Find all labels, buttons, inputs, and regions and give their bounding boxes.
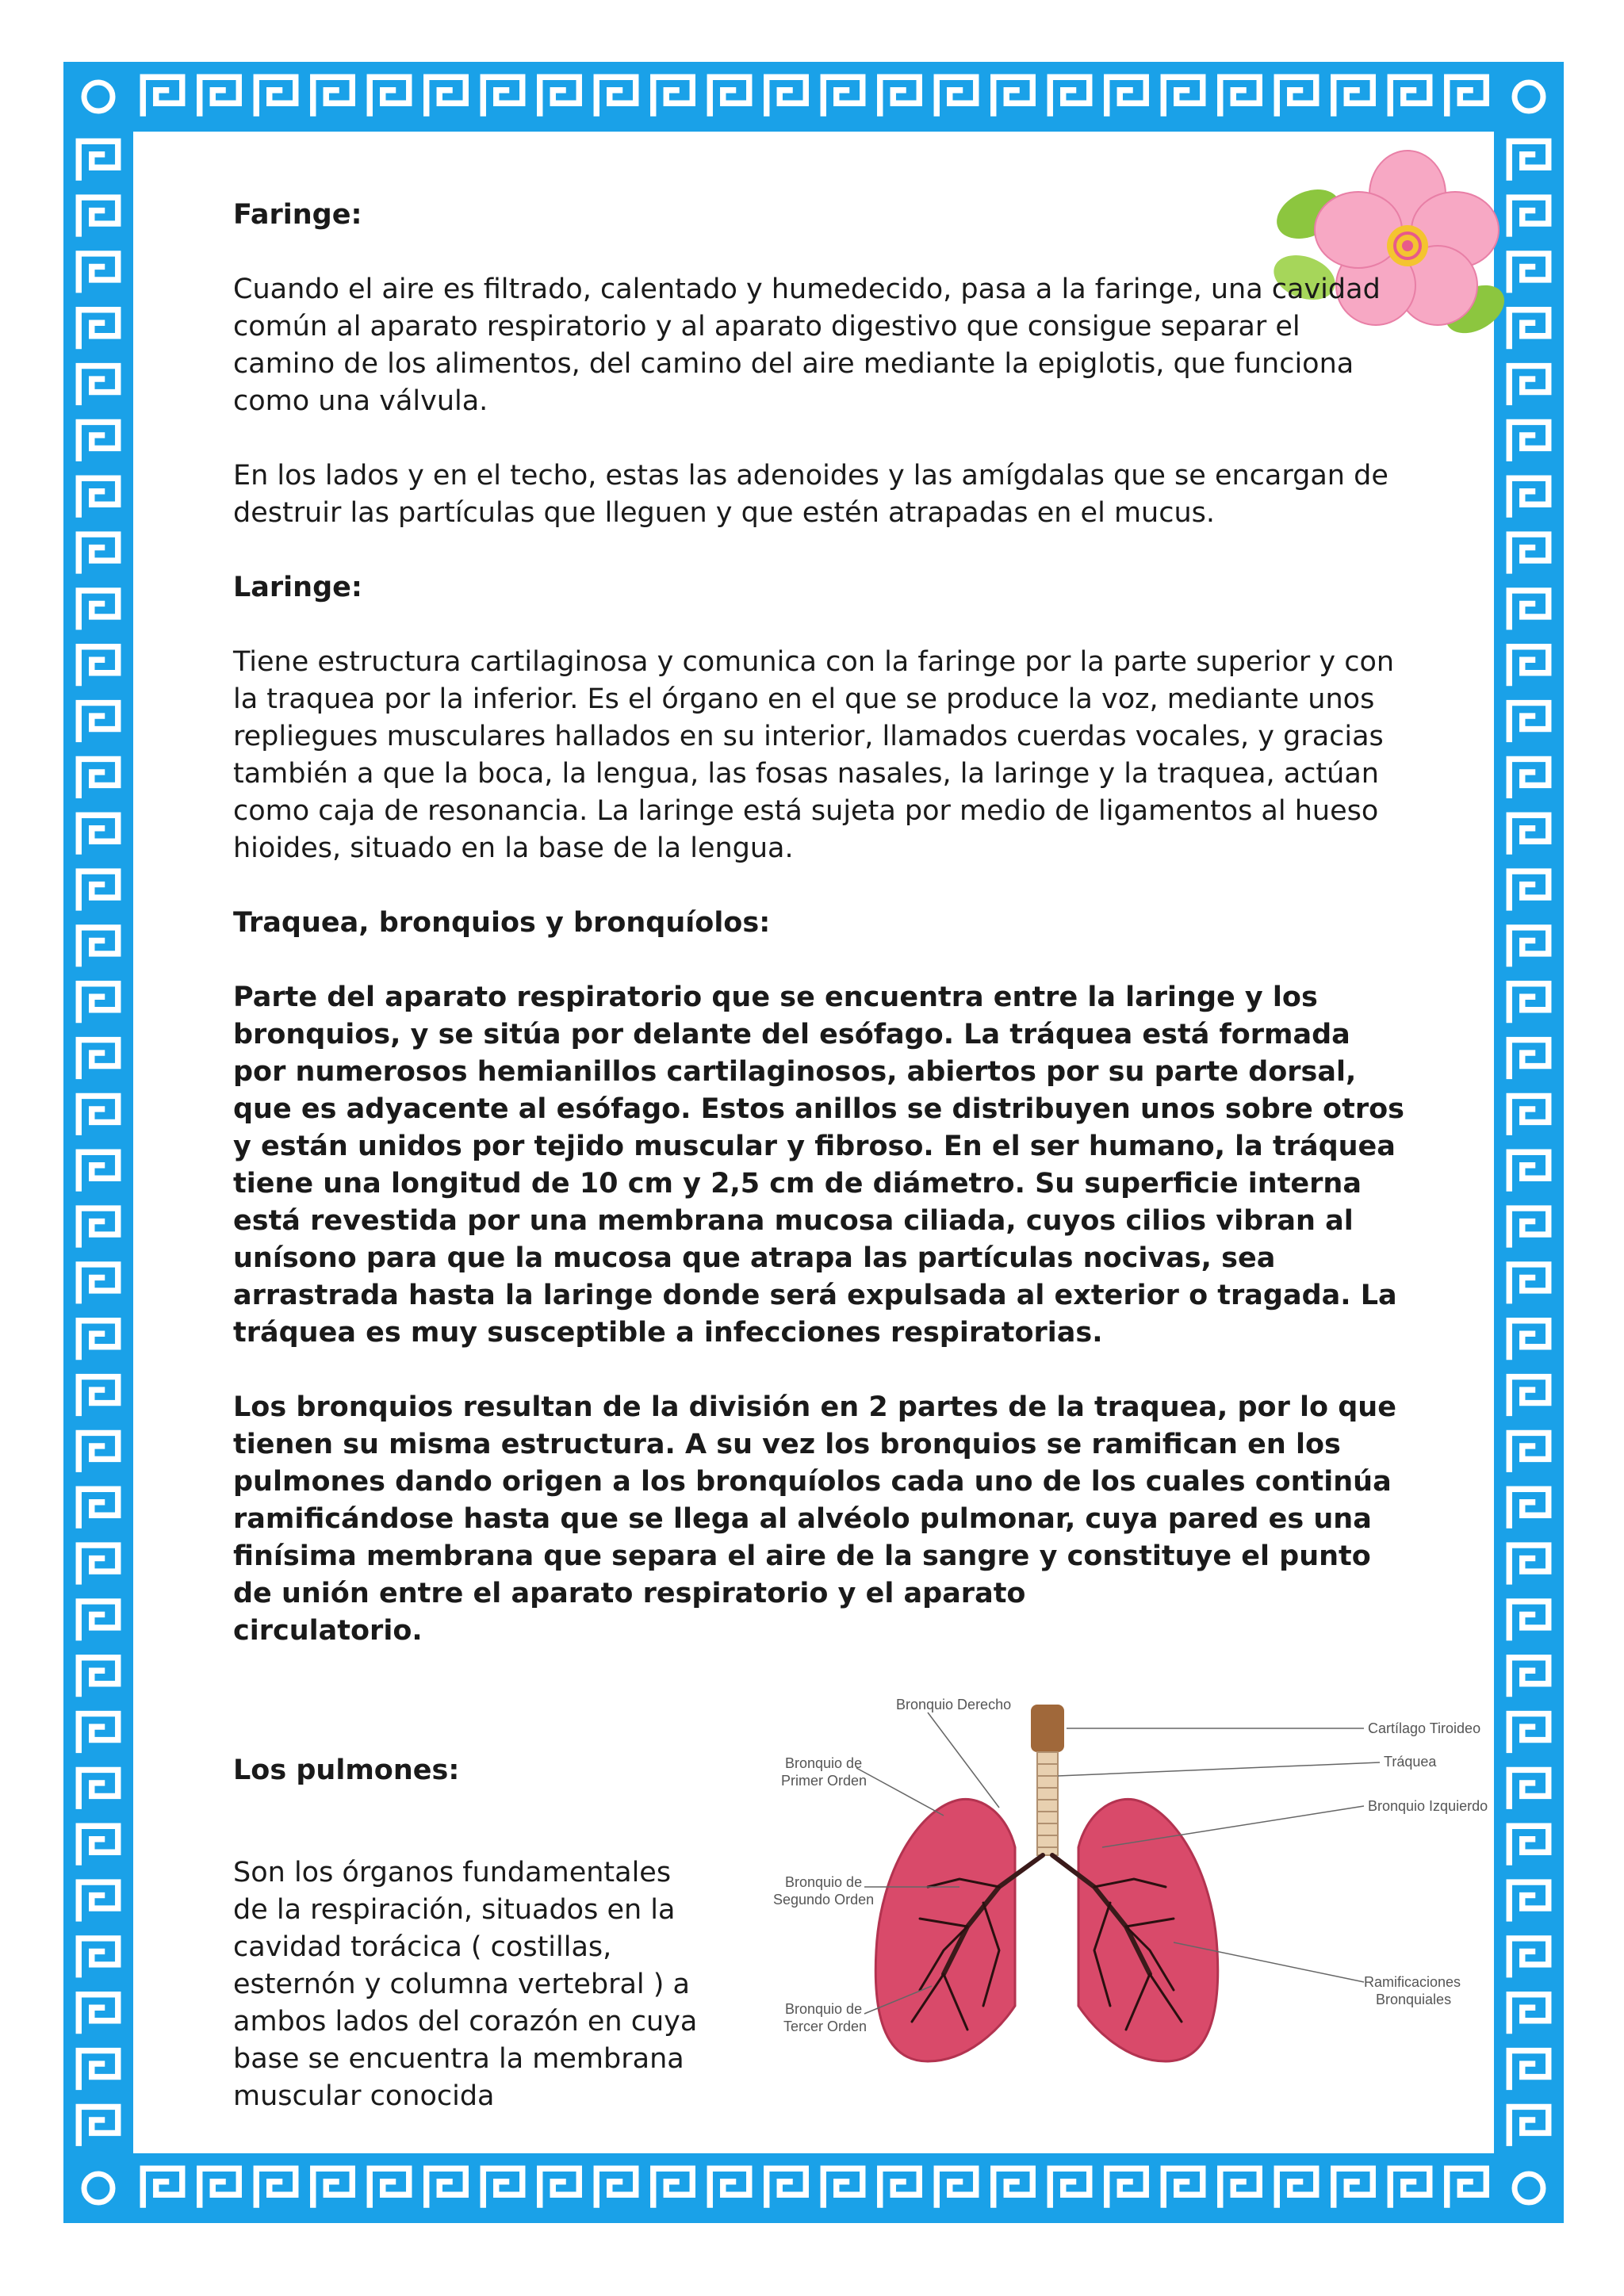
corner-circle — [1515, 2174, 1543, 2202]
greek-key-tile — [1509, 1545, 1549, 1585]
greek-key-tile — [1509, 759, 1549, 798]
greek-key-tile — [596, 2168, 636, 2208]
greek-key-tile — [710, 77, 749, 117]
greek-key-tile — [79, 928, 118, 967]
label-traquea: Tráquea — [1384, 1754, 1437, 1770]
greek-key-tile — [1509, 1040, 1549, 1080]
greek-key-tile — [767, 2168, 806, 2208]
greek-key-tile — [653, 2168, 693, 2208]
greek-key-tile — [79, 310, 118, 350]
traquea-paragraph-2: Los bronquios resultan de la división en 2 partes de la traquea, por lo que tienen su misma estructura. A su vez los bronquios se ramifican en los pulmones dando origen a los bronquíolos cada uno de los cuales continúa ramificándose hasta que se llega al alvéolo pulmonar, cuya pared es una finísima membrana que separa el aire de la sangre y constituye el punto de unión entre el aparato respiratorio y el aparato — [233, 1391, 1396, 1609]
greek-key-tile — [427, 77, 466, 117]
greek-key-tile — [823, 77, 863, 117]
greek-key-tile — [79, 1489, 118, 1529]
greek-key-tile — [1163, 2168, 1203, 2208]
label-cartilago: Cartílago Tiroideo — [1368, 1720, 1481, 1736]
greek-key-tile — [1509, 1377, 1549, 1417]
trachea — [1037, 1752, 1058, 1855]
label-segundo-orden-2: Segundo Orden — [773, 1892, 875, 1908]
greek-key-tile — [313, 2168, 353, 2208]
greek-key-tile — [79, 2107, 118, 2146]
greek-key-tile — [1447, 2168, 1487, 2208]
greek-key-tile — [653, 77, 693, 117]
greek-key-tile — [79, 141, 118, 181]
greek-key-tile — [200, 2168, 239, 2208]
greek-key-tile — [79, 703, 118, 743]
greek-key-tile — [1509, 1882, 1549, 1922]
label-primer-orden-2: Primer Orden — [781, 1773, 868, 1789]
greek-key-tile — [1277, 2168, 1316, 2208]
greek-key-tile — [1509, 1995, 1549, 2034]
greek-key-tile — [1277, 77, 1316, 117]
traquea-paragraph-2-end: circulatorio. — [233, 1615, 423, 1647]
greek-key-tile — [79, 647, 118, 687]
greek-key-tile — [1107, 77, 1147, 117]
greek-key-tile — [1509, 1826, 1549, 1866]
laringe-paragraph-1: Tiene estructura cartilaginosa y comunica con la faringe por la parte superior y con la traquea por la inferior. Es el órgano en el que se produce la voz, mediante unos repliegues musculares hallados en su interior, llamados cuerdas vocales, y gracias también a que la boca, la lengua, las fosas nasales, la laringe y la traquea, actúan como caja de resonancia. La laringe está sujeta por medio de ligamentos al hueso hioides, situado en la base de la lengua. — [233, 646, 1395, 864]
pulmones-section — [233, 1752, 709, 2143]
greek-key-tile — [79, 1658, 118, 1697]
greek-key-tile — [79, 759, 118, 798]
greek-key-tile — [200, 77, 239, 117]
greek-key-tile — [79, 1545, 118, 1585]
left-lung — [1078, 1799, 1218, 2061]
greek-key-tile — [79, 1377, 118, 1417]
greek-key-tile — [1509, 928, 1549, 967]
greek-key-tile — [1509, 1601, 1549, 1640]
label-segundo-orden-1: Bronquio de — [785, 1874, 863, 1890]
label-ramificaciones-1: Ramificaciones — [1364, 1974, 1461, 1990]
greek-key-tile — [1509, 422, 1549, 461]
greek-key-tile — [79, 871, 118, 911]
faringe-heading: Faringe: — [233, 199, 362, 231]
greek-key-tile — [540, 77, 580, 117]
greek-key-tile — [370, 2168, 409, 2208]
pulmones-paragraph-1: Son los órganos fundamentales de la respiración, situados en la cavidad torácica ( costillas, esternón y columna vertebral ) a ambos lados del corazón en cuya base se encuentra la membrana muscular conocida — [233, 1857, 698, 2112]
greek-key-tile — [79, 1208, 118, 1248]
greek-key-tile — [1390, 2168, 1430, 2208]
greek-key-tile — [994, 77, 1033, 117]
greek-key-tile — [1509, 1433, 1549, 1472]
greek-key-tile — [79, 1601, 118, 1640]
greek-key-tile — [1509, 2051, 1549, 2091]
greek-key-tile — [79, 1714, 118, 1754]
greek-key-tile — [596, 77, 636, 117]
traquea-heading: Traquea, bronquios y bronquíolos: — [233, 907, 771, 939]
lungs-diagram — [761, 1689, 1488, 2101]
greek-key-tile — [1509, 1208, 1549, 1248]
greek-key-tile — [143, 77, 182, 117]
greek-key-tile — [79, 1770, 118, 1809]
greek-key-tile — [1509, 1938, 1549, 1978]
greek-key-tile — [1509, 1770, 1549, 1809]
label-tercer-orden-2: Tercer Orden — [783, 2019, 868, 2034]
corner-circle — [1515, 82, 1543, 111]
traquea-paragraph-1: Parte del aparato respiratorio que se encuentra entre la laringe y los bronquios, y se sitúa por delante del esófago. La tráquea está formada por numerosos hemianillos cartilaginosos, abiertos por su parte dorsal, que es adyacente al esófago. Estos anillos se distribuyen unos sobre otros y están unidos por tejido muscular y fibroso. En el ser humano, la tráquea tiene una longitud de 10 cm y 2,5 cm de diámetro. Su superficie interna está revestida por una membrana mucosa ciliada, cuyos cilios vibran al unísono para que la mucosa que atrapa las partículas nocivas, sea arrastrada hasta la laringe donde será expulsada al exterior o tragada. La tráquea es muy susceptible a infecciones respiratorias. — [233, 982, 1404, 1349]
greek-key-tile — [483, 2168, 523, 2208]
greek-key-tile — [1509, 478, 1549, 518]
greek-key-tile — [880, 77, 920, 117]
greek-key-tile — [1509, 984, 1549, 1024]
greek-key-tile — [936, 77, 976, 117]
greek-key-tile — [1334, 2168, 1373, 2208]
greek-key-tile — [483, 77, 523, 117]
greek-key-tile — [710, 2168, 749, 2208]
greek-key-tile — [1509, 1658, 1549, 1697]
greek-key-tile — [313, 77, 353, 117]
greek-key-tile — [427, 2168, 466, 2208]
greek-key-tile — [1509, 647, 1549, 687]
greek-key-tile — [79, 1040, 118, 1080]
greek-key-tile — [1334, 77, 1373, 117]
greek-key-tile — [1509, 1265, 1549, 1304]
greek-key-tile — [1509, 1096, 1549, 1135]
greek-key-tile — [79, 422, 118, 461]
greek-key-tile — [79, 1995, 118, 2034]
greek-key-tile — [1509, 703, 1549, 743]
greek-key-tile — [1509, 871, 1549, 911]
main-text — [233, 197, 1407, 1650]
greek-key-tile — [79, 1826, 118, 1866]
greek-key-tile — [1107, 2168, 1147, 2208]
greek-key-tile — [1509, 1489, 1549, 1529]
greek-key-tile — [1163, 77, 1203, 117]
greek-key-tile — [79, 1321, 118, 1360]
greek-key-tile — [1509, 534, 1549, 574]
greek-key-tile — [540, 2168, 580, 2208]
greek-key-tile — [79, 591, 118, 630]
greek-key-tile — [1509, 2107, 1549, 2146]
faringe-paragraph-1: Cuando el aire es filtrado, calentado y humedecido, pasa a la faringe, una cavidad común al aparato respiratorio y al aparato digestivo que consigue separar el camino de los alimentos, del camino del aire mediante la epiglotis, que funciona como una válvula. — [233, 274, 1381, 417]
greek-key-tile — [767, 77, 806, 117]
greek-key-tile — [79, 254, 118, 293]
label-tercer-orden-1: Bronquio de — [785, 2001, 863, 2017]
greek-key-tile — [1509, 1714, 1549, 1754]
label-primer-orden-1: Bronquio de — [785, 1755, 863, 1771]
larynx — [1031, 1705, 1064, 1752]
greek-key-tile — [256, 77, 296, 117]
faringe-paragraph-2: En los lados y en el techo, estas las adenoides y las amígdalas que se encargan de destruir las partículas que lleguen y que estén atrapadas en el mucus. — [233, 460, 1388, 529]
greek-key-tile — [79, 984, 118, 1024]
greek-key-tile — [1050, 2168, 1090, 2208]
greek-key-tile — [79, 1433, 118, 1472]
greek-key-tile — [1509, 815, 1549, 855]
greek-key-tile — [79, 197, 118, 236]
greek-key-tile — [79, 1152, 118, 1192]
greek-key-tile — [1509, 254, 1549, 293]
greek-key-tile — [994, 2168, 1033, 2208]
greek-key-tile — [370, 77, 409, 117]
laringe-heading: Laringe: — [233, 572, 362, 603]
corner-circle — [84, 82, 113, 111]
greek-key-tile — [79, 1882, 118, 1922]
greek-key-tile — [79, 815, 118, 855]
greek-key-tile — [1509, 366, 1549, 406]
label-bronquio-derecho: Bronquio Derecho — [896, 1697, 1012, 1712]
greek-key-tile — [1050, 77, 1090, 117]
greek-key-tile — [1509, 1321, 1549, 1360]
greek-key-tile — [1509, 197, 1549, 236]
greek-key-tile — [1220, 77, 1260, 117]
greek-key-tile — [1509, 591, 1549, 630]
greek-key-tile — [79, 1096, 118, 1135]
greek-key-tile — [256, 2168, 296, 2208]
greek-key-tile — [936, 2168, 976, 2208]
greek-key-tile — [1509, 310, 1549, 350]
greek-key-tile — [1390, 77, 1430, 117]
corner-circle — [84, 2174, 113, 2202]
pulmones-heading: Los pulmones: — [233, 1755, 460, 1786]
greek-key-tile — [1220, 2168, 1260, 2208]
label-ramificaciones-2: Bronquiales — [1376, 1992, 1452, 2007]
right-lung — [875, 1799, 1015, 2061]
greek-key-tile — [1509, 141, 1549, 181]
greek-key-tile — [79, 478, 118, 518]
greek-key-tile — [79, 1265, 118, 1304]
greek-key-tile — [79, 1938, 118, 1978]
greek-key-tile — [823, 2168, 863, 2208]
greek-key-tile — [143, 2168, 182, 2208]
greek-key-tile — [79, 2051, 118, 2091]
greek-key-tile — [880, 2168, 920, 2208]
greek-key-tile — [1509, 1152, 1549, 1192]
greek-key-tile — [79, 534, 118, 574]
greek-key-tile — [1447, 77, 1487, 117]
label-bronquio-izquierdo: Bronquio Izquierdo — [1368, 1798, 1488, 1814]
greek-key-tile — [79, 366, 118, 406]
